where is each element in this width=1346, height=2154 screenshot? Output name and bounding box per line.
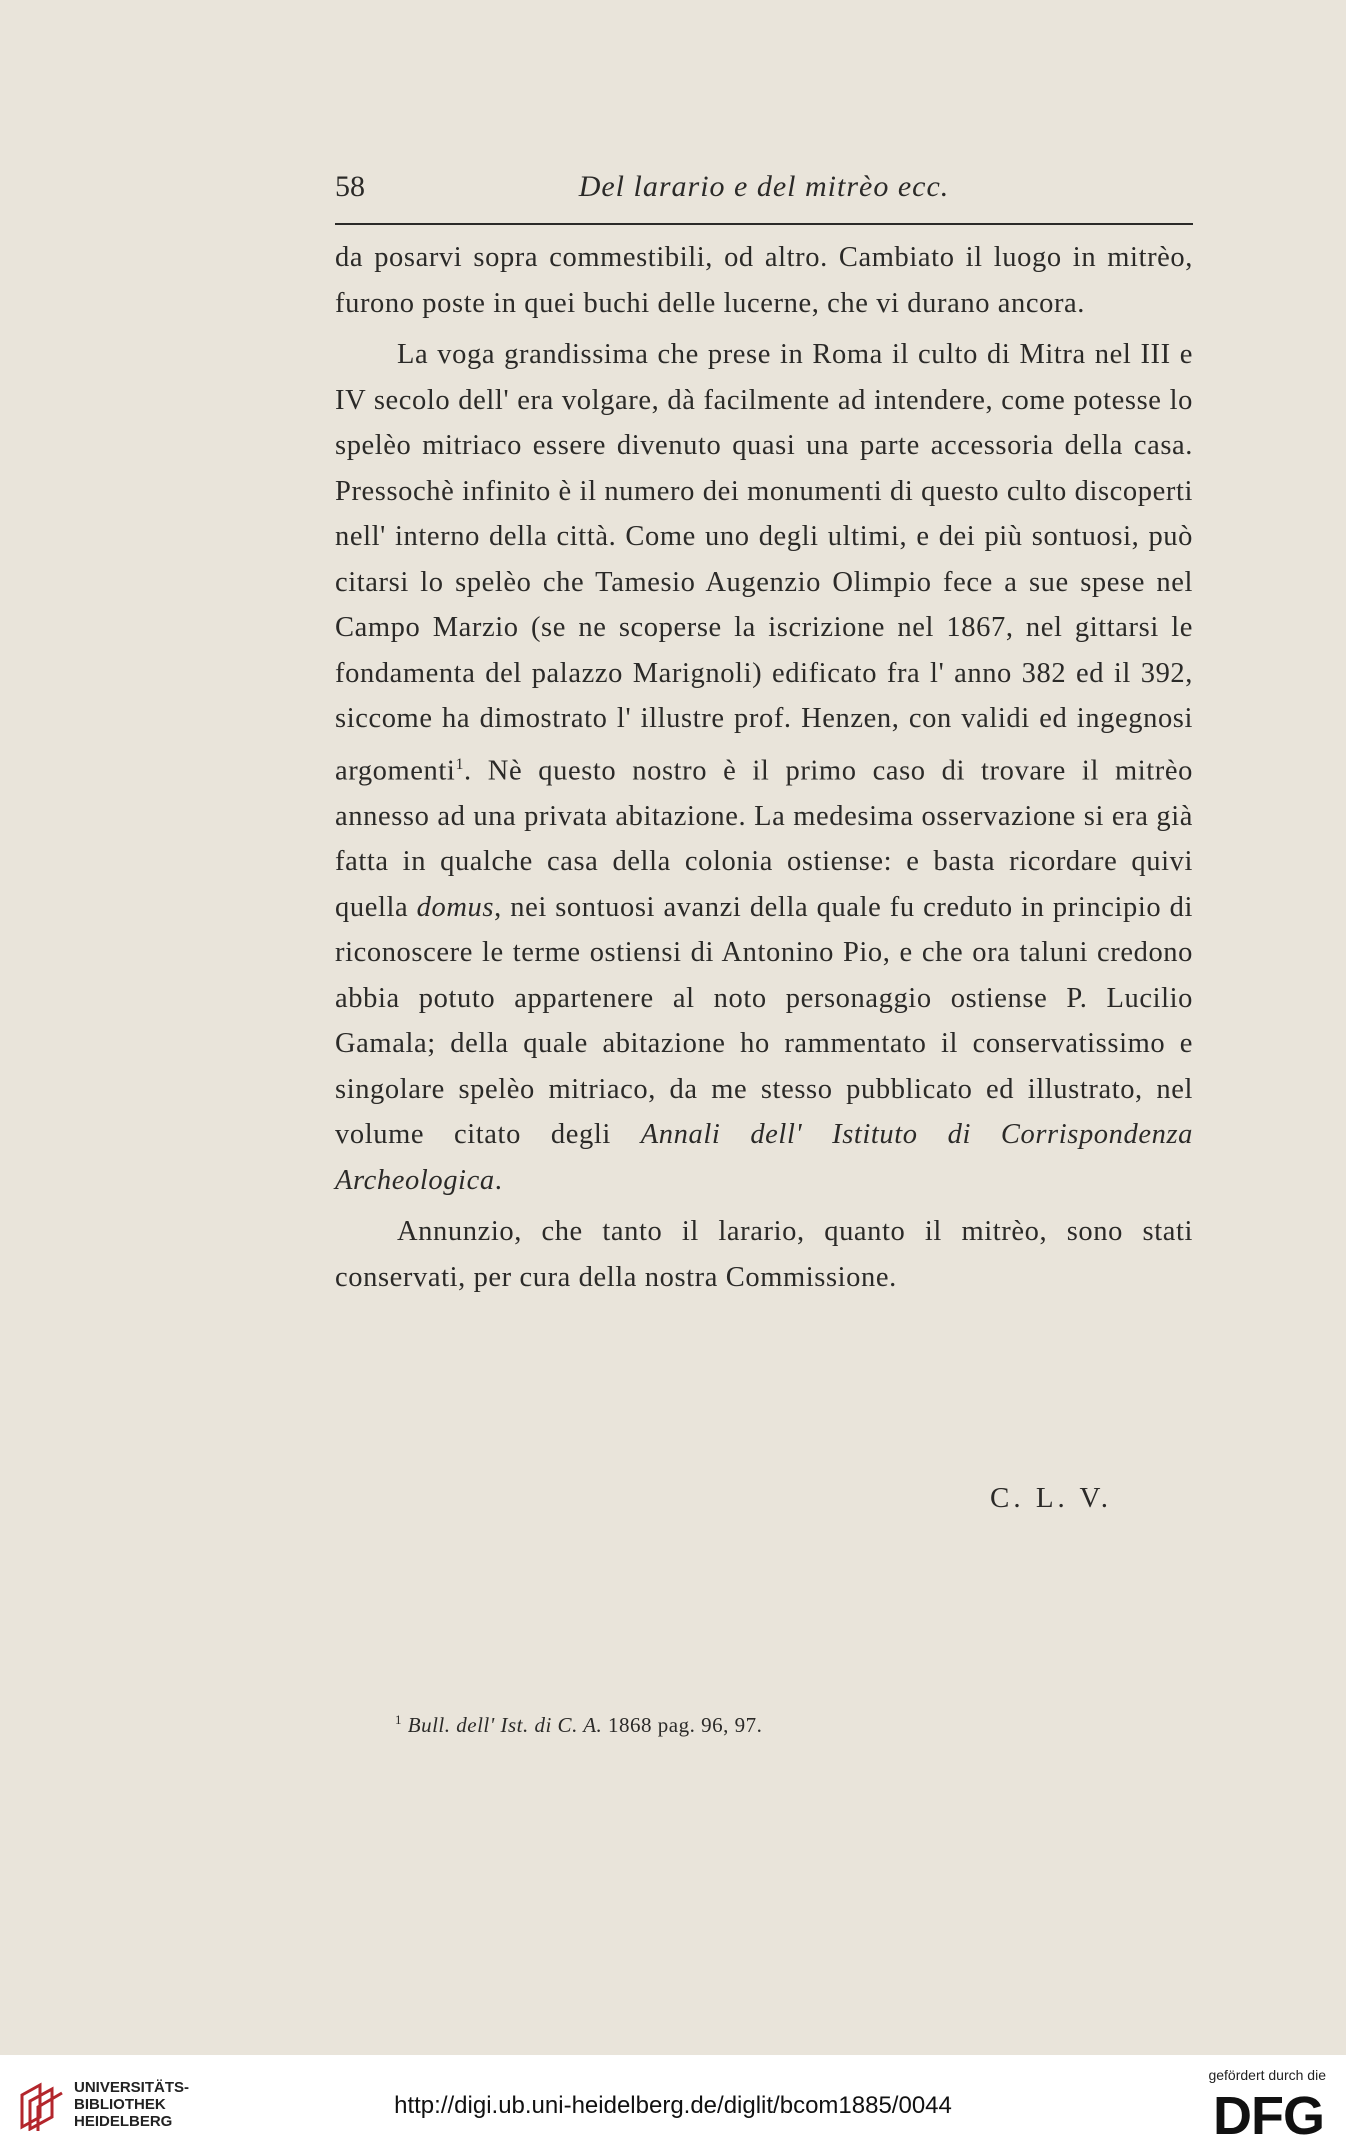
annali-title: Annali dell' Istituto di Corrispondenza Archeologica xyxy=(335,1119,1193,1196)
page-header xyxy=(335,170,1193,216)
paragraph-3: Annunzio, che tanto il larario, quanto il mitrèo, sono stati conservati, per cura della nostra Commissione. xyxy=(335,1216,1193,1293)
paragraph-2-part-b: . Nè questo nostro è il primo caso di trovare il mitrèo annesso ad una privata abitazione. La medesima osservazione si era già fatta in qualche casa della colonia ostiense: e basta ricordare quivi quella xyxy=(335,755,1193,923)
library-name-line-1: UNIVERSITÄTS- xyxy=(74,2079,190,2096)
paragraph-2-part-a: La voga grandissima che prese in Roma il culto di Mitra nel III e IV secolo dell' era volgare, dà facilmente ad intendere, come potesse lo spelèo mitriaco essere divenuto quasi una parte accessoria della casa. Pressochè infinito è il numero dei monumenti di questo culto discoperti nell' interno della città. Come uno degli ultimi, e dei più sontuosi, può citarsi lo spelèo che Tamesio Augenzio Olimpio fece a sue spese nel Campo Marzio (se ne scoperse la iscrizione nel 1867, nel gittarsi le fondamenta del palazzo Marignoli) edificato fra l' anno 382 ed il 392, siccome ha dimostrato l' illustre prof. Henzen, con validi ed ingegnosi argomenti xyxy=(335,339,1193,786)
paragraph-2 xyxy=(335,332,1193,1203)
funded-by-label: gefördert durch die xyxy=(1208,2067,1326,2083)
header-rule xyxy=(335,223,1193,225)
body-text xyxy=(335,235,1193,1300)
footnote xyxy=(395,1712,762,1738)
paragraph-1: da posarvi sopra commestibili, od altro. Cambiato il luogo in mitrèo, furono poste in quei buchi delle lucerne, che vi durano ancora. xyxy=(335,242,1193,319)
library-name-line-3: HEIDELBERG xyxy=(74,2113,173,2130)
domus-term: domus xyxy=(416,891,495,923)
signature: C. L. V. xyxy=(990,1482,1112,1514)
dfg-logo: DFG xyxy=(1213,2086,1324,2146)
page-number: 58 xyxy=(335,170,365,203)
footnote-reference: 1 xyxy=(455,755,465,773)
source-url-link[interactable]: http://digi.ub.uni-heidelberg.de/diglit/bcom1885/0044 xyxy=(394,2092,952,2119)
footnote-citation: Bull. dell' Ist. di C. A. xyxy=(407,1713,603,1737)
library-name-line-2: BIBLIOTHEK xyxy=(74,2096,166,2113)
paragraph-2-part-c: , nei sontuosi avanzi della quale fu creduto in principio di riconoscere le terme ostiensi di Antonino Pio, e che ora taluni credono abbia potuto appartenere al noto personaggio ostiense P. Lucilio Gamala; della quale abitazione ho rammentato il conservatissimo e singolare spelèo mitriaco, da me stesso pubblicato ed illustrato, nel volume citato degli xyxy=(335,891,1193,1150)
running-title: Del larario e del mitrèo ecc. xyxy=(578,170,950,203)
paragraph-2-part-d: . xyxy=(494,1164,503,1196)
footer-bar xyxy=(0,2055,1346,2154)
footnote-marker: 1 xyxy=(395,1712,402,1727)
footnote-pages: 1868 pag. 96, 97. xyxy=(608,1713,763,1737)
